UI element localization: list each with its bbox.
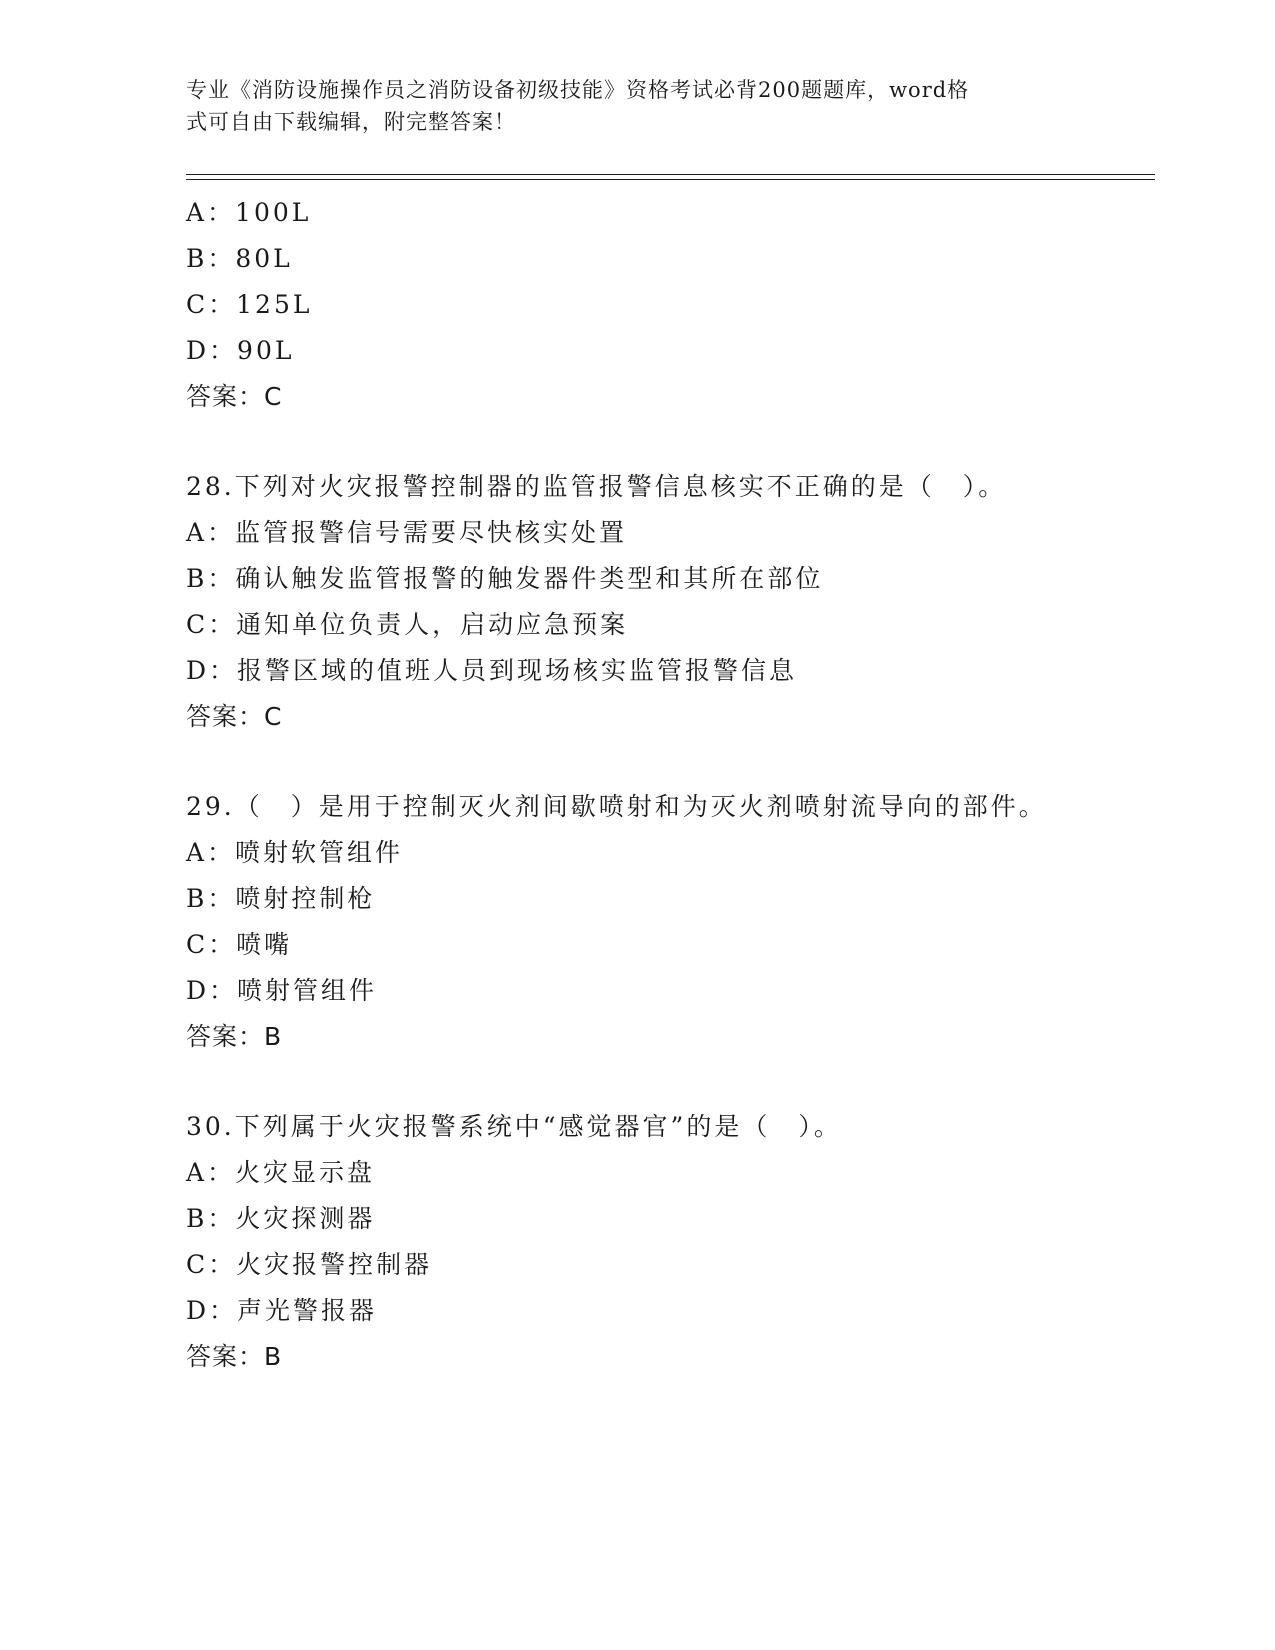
option-a: A：监管报警信号需要尽快核实处置 <box>186 518 628 547</box>
option-d: D：喷射管组件 <box>186 976 378 1005</box>
option-b: B：确认触发监管报警的触发器件类型和其所在部位 <box>186 564 824 593</box>
option-b: B：火灾探测器 <box>186 1204 376 1233</box>
option-b: B：80L <box>186 244 293 273</box>
option-d: D：报警区域的值班人员到现场核实监管报警信息 <box>186 656 798 685</box>
answer-line: 答案：C <box>186 382 283 411</box>
question-27-continued <box>186 190 1146 420</box>
option-a: A：火灾显示盘 <box>186 1158 376 1187</box>
answer-line: 答案：B <box>186 1342 283 1371</box>
question-list <box>186 190 1146 1380</box>
option-c: C：125L <box>186 290 313 319</box>
document-header <box>186 74 1066 138</box>
option-d: D：90L <box>186 336 295 365</box>
header-line-1: 专业《消防设施操作员之消防设备初级技能》资格考试必背200题题库，word格 <box>186 78 970 102</box>
option-c: C：通知单位负责人，启动应急预案 <box>186 610 629 639</box>
question-29 <box>186 784 1146 1060</box>
question-30 <box>186 1104 1146 1380</box>
answer-line: 答案：B <box>186 1022 283 1051</box>
option-c: C：火灾报警控制器 <box>186 1250 433 1279</box>
header-line-2: 式可自由下载编辑，附完整答案！ <box>186 110 516 134</box>
question-stem: 28.下列对火灾报警控制器的监管报警信息核实不正确的是（ ）。 <box>186 472 1007 501</box>
option-a: A：100L <box>186 198 312 227</box>
option-b: B：喷射控制枪 <box>186 884 376 913</box>
header-divider-bottom <box>186 179 1155 180</box>
header-divider-top <box>186 174 1155 175</box>
question-28 <box>186 464 1146 740</box>
question-stem: 29.（ ）是用于控制灭火剂间歇喷射和为灭火剂喷射流导向的部件。 <box>186 792 1047 821</box>
option-a: A：喷射软管组件 <box>186 838 404 867</box>
answer-line: 答案：C <box>186 702 283 731</box>
option-d: D：声光警报器 <box>186 1296 378 1325</box>
question-stem: 30.下列属于火灾报警系统中“感觉器官”的是（ ）。 <box>186 1112 842 1141</box>
option-c: C：喷嘴 <box>186 930 293 959</box>
